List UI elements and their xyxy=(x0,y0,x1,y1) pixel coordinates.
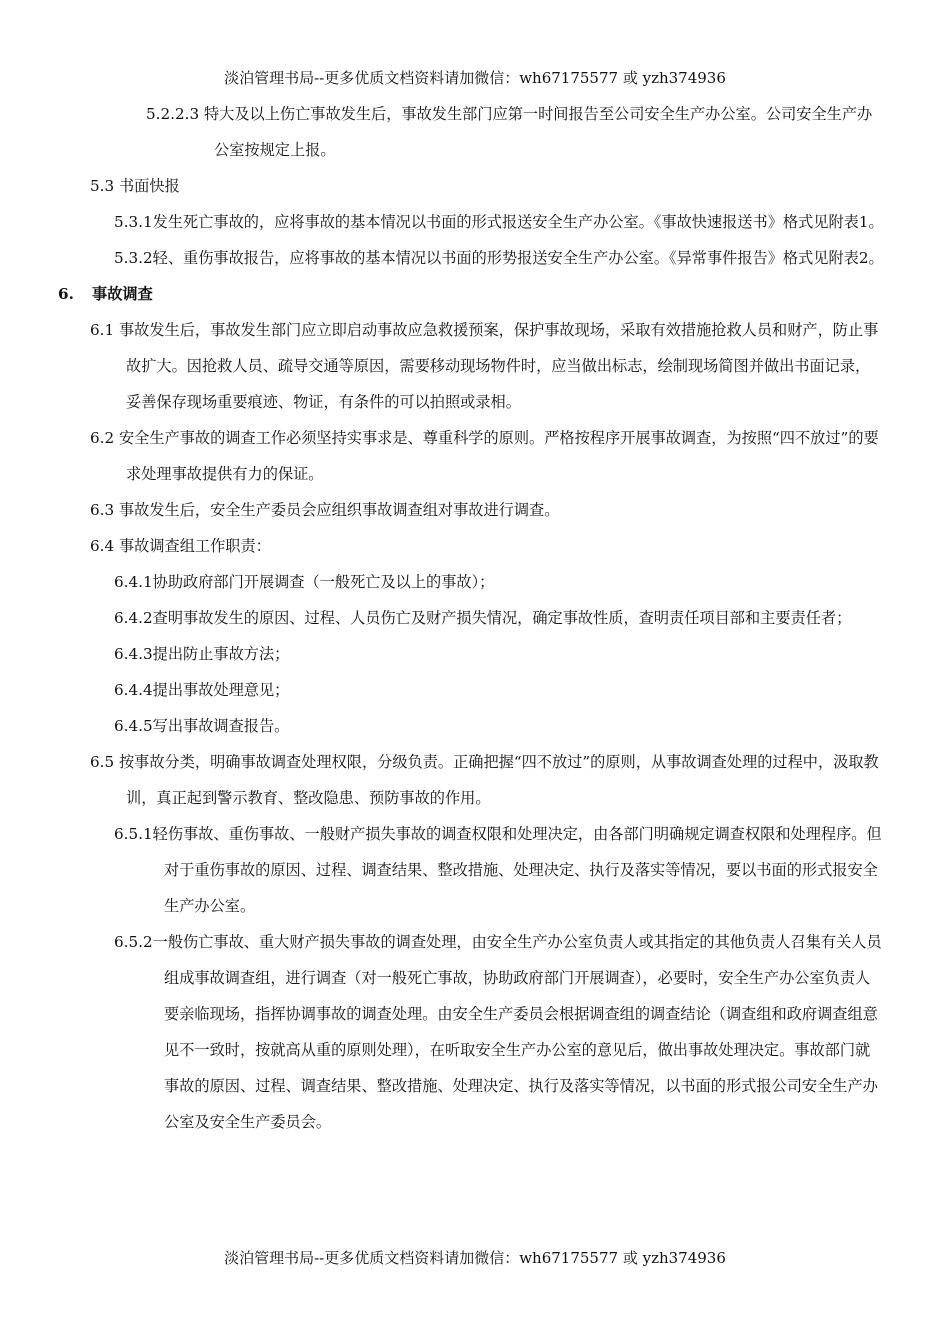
clause-number: 6.5.1 xyxy=(114,825,153,843)
clause-text: 协助政府部门开展调查（一般死亡及以上的事故）； xyxy=(152,573,495,591)
clause-5-3-2 xyxy=(114,240,884,276)
clause-text: 按事故分类，明确事故调查处理权限，分级负责。正确把握“四不放过”的原则，从事故调查处理的过程中，汲取教训，真正起到警示教育、整改隐患、预防事故的作用。 xyxy=(118,753,879,807)
clause-number: 6.5 xyxy=(90,753,119,771)
clause-text: 提出防止事故方法； xyxy=(152,645,290,663)
clause-5-3-1 xyxy=(114,204,884,240)
clause-6-2 xyxy=(90,420,884,492)
clause-text: 一般伤亡事故、重大财产损失事故的调查处理，由安全生产办公室负责人或其指定的其他负责人召集有关人员组成事故调查组，进行调查（对一般死亡事故，协助政府部门开展调查），必要时，安全生产办公室负责人要亲临现场，指挥协调事故的调查处理。由安全生产委员会根据调查组的调查结论（调查组和政府调查组意见不一致时，按就高从重的原则处理），在听取安全生产办公室的意见后，做出事故处理决定。事故部门就事故的原因、过程、调查结果、整改措施、处理决定、执行及落实等情况，以书面的形式报公司安全生产办公室及安全生产委员会。 xyxy=(152,933,882,1131)
clause-text: 事故发生后，安全生产委员会应组织事故调查组对事故进行调查。 xyxy=(118,501,560,519)
clause-number: 6.4.4 xyxy=(114,681,153,699)
clause-5-2-2-3 xyxy=(146,96,884,168)
clause-number: 5.3 xyxy=(90,177,119,195)
clause-text: 特大及以上伤亡事故发生后，事故发生部门应第一时间报告至公司安全生产办公室。公司安全生产办公室按规定上报。 xyxy=(203,105,873,159)
header-banner: 淡泊管理书局--更多优质文档资料请加微信：wh67175577 或 yzh374936 xyxy=(224,69,726,87)
clause-number: 6.2 xyxy=(90,429,119,447)
clause-6-5 xyxy=(90,744,884,816)
clause-number: 6.4.2 xyxy=(114,609,153,627)
clause-text: 书面快报 xyxy=(118,177,180,195)
clause-text: 查明事故发生的原因、过程、人员伤亡及财产损失情况，确定事故性质，查明责任项目部和主要责任者； xyxy=(152,609,852,627)
clause-6-4-4 xyxy=(114,672,884,708)
clause-6-4 xyxy=(90,528,884,564)
document-body xyxy=(0,96,950,1140)
clause-text: 写出事故调查报告。 xyxy=(152,717,290,735)
clause-number: 5.2.2.3 xyxy=(146,105,204,123)
clause-6-4-2 xyxy=(114,600,884,636)
clause-text: 事故发生后，事故发生部门应立即启动事故应急救援预案，保护事故现场，采取有效措施抢救人员和财产，防止事故扩大。因抢救人员、疏导交通等原因，需要移动现场物件时，应当做出标志，绘制现场简图并做出书面记录，妥善保存现场重要痕迹、物证，有条件的可以拍照或录相。 xyxy=(118,321,879,411)
clause-text: 轻伤事故、重伤事故、一般财产损失事故的调查权限和处理决定，由各部门明确规定调查权限和处理程序。但对于重伤事故的原因、过程、调查结果、整改措施、处理决定、执行及落实等情况，要以书面的形式报安全生产办公室。 xyxy=(152,825,882,915)
footer-banner: 淡泊管理书局--更多优质文档资料请加微信：wh67175577 或 yzh374936 xyxy=(224,1249,726,1267)
clause-number: 6.4.5 xyxy=(114,717,153,735)
clause-number: 6.1 xyxy=(90,321,119,339)
clause-6-5-1 xyxy=(114,816,884,924)
clause-number: 6.4.1 xyxy=(114,573,153,591)
clause-6-4-3 xyxy=(114,636,884,672)
clause-text: 事故调查组工作职责： xyxy=(118,537,271,555)
section-6-heading xyxy=(58,276,884,312)
clause-number: 6.5.2 xyxy=(114,933,153,951)
clause-text: 轻、重伤事故报告，应将事故的基本情况以书面的形势报送安全生产办公室。《异常事件报告》格式见附表2。 xyxy=(152,249,884,267)
clause-6-5-2 xyxy=(114,924,884,1140)
clause-5-3 xyxy=(90,168,884,204)
clause-number: 5.3.2 xyxy=(114,249,153,267)
clause-number: 6.4.3 xyxy=(114,645,153,663)
clause-text: 安全生产事故的调查工作必须坚持实事求是、尊重科学的原则。严格按程序开展事故调查，为按照“四不放过”的要求处理事故提供有力的保证。 xyxy=(118,429,879,483)
section-number: 6. xyxy=(58,285,74,303)
clause-6-3 xyxy=(90,492,884,528)
section-title: 事故调查 xyxy=(92,285,153,303)
clause-number: 5.3.1 xyxy=(114,213,153,231)
clause-text: 提出事故处理意见； xyxy=(152,681,290,699)
clause-number: 6.4 xyxy=(90,537,119,555)
clause-6-4-1 xyxy=(114,564,884,600)
clause-number: 6.3 xyxy=(90,501,119,519)
clause-6-4-5 xyxy=(114,708,884,744)
clause-6-1 xyxy=(90,312,884,420)
clause-text: 发生死亡事故的，应将事故的基本情况以书面的形式报送安全生产办公室。《事故快速报送书》格式见附表1。 xyxy=(152,213,884,231)
